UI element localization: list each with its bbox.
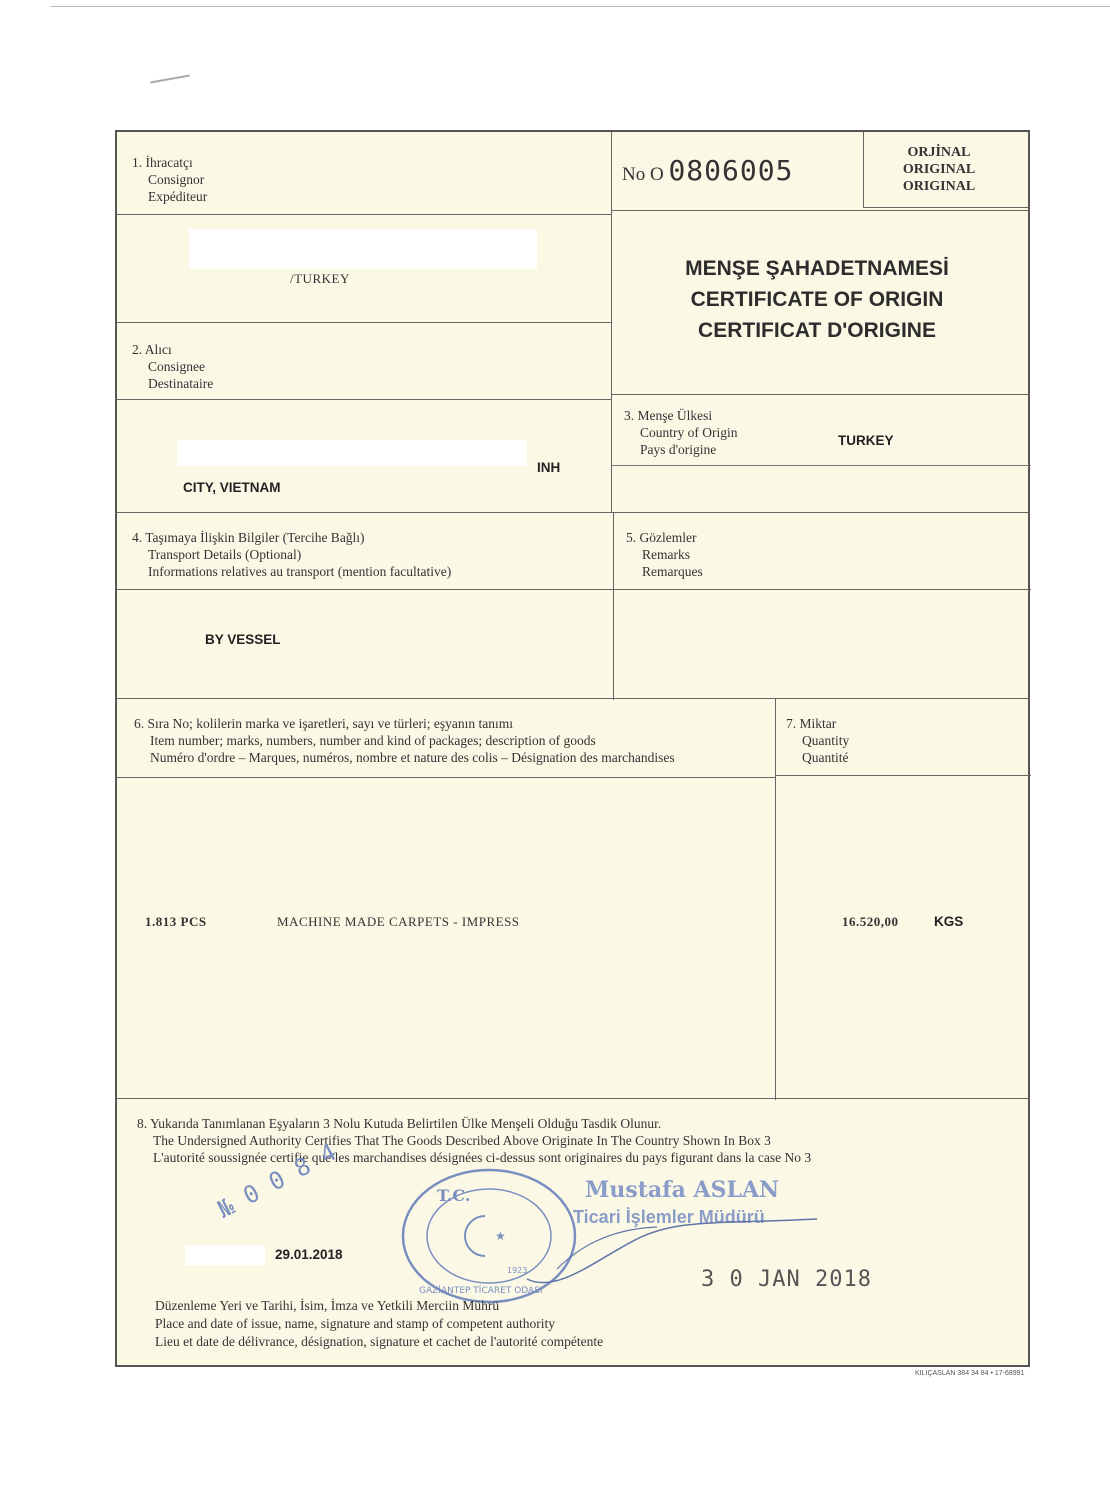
box4-label xyxy=(132,529,451,580)
box6-goods xyxy=(117,698,775,1100)
cert-text-en: The Undersigned Authority Certifies That The Goods Described Above Originate In The Country Shown In Box 3 xyxy=(153,1133,771,1148)
page-top-line xyxy=(50,6,1110,7)
footer-en: Place and date of issue, name, signature and stamp of competent authority xyxy=(155,1316,556,1331)
signatory-name: Mustafa ASLAN xyxy=(585,1177,780,1203)
original-fr: ORIGINAL xyxy=(902,179,976,194)
box3-label-tr: 3. Menşe Ülkesi xyxy=(624,408,713,423)
box6-label xyxy=(134,715,675,766)
consignor-value: /TURKEY xyxy=(290,271,350,286)
box4-transport xyxy=(117,512,613,700)
box2-label xyxy=(132,341,213,392)
original-marks xyxy=(864,144,1014,195)
original-en: ORIGINAL xyxy=(902,162,976,177)
box6-value-area xyxy=(117,777,775,1101)
serial-digits: 0806005 xyxy=(668,154,794,187)
box7-value-area xyxy=(776,775,1031,1101)
consignee-line1: CITY, VIETNAM xyxy=(183,480,281,495)
box6-label-fr: Numéro d'ordre – Marques, numéros, nombre et nature des colis – Désignation des marchandises xyxy=(150,750,675,765)
box5-remarks xyxy=(613,512,1030,700)
box5-label-fr: Remarques xyxy=(642,564,703,579)
box7-label-fr: Quantité xyxy=(802,750,849,765)
issue-date: 29.01.2018 xyxy=(275,1247,343,1262)
box2-label-fr: Destinataire xyxy=(148,376,214,391)
serial-number xyxy=(622,154,793,187)
redacted-consignee xyxy=(177,440,527,466)
quantity-value: 16.520,00 xyxy=(842,914,899,929)
serial-no-label: No O xyxy=(622,164,664,185)
cert-text-tr: 8. Yukarıda Tanımlanan Eşyaların 3 Nolu Kutuda Belirtilen Ülke Menşeli Olduğu Tasdik Olunur. xyxy=(137,1116,662,1131)
title-tr: MENŞE ŞAHADETNAMESİ xyxy=(685,257,949,280)
box3-country xyxy=(611,394,1030,512)
page-mark xyxy=(150,75,190,84)
title-en: CERTIFICATE OF ORIGIN xyxy=(690,288,944,311)
title-fr: CERTIFICAT D'ORIGINE xyxy=(698,319,936,342)
box2-label-tr: 2. Alıcı xyxy=(132,342,172,357)
footer-fr: Lieu et date de délivrance, désignation, signature et cachet de l'autorité compétente xyxy=(155,1334,604,1349)
country-of-origin-value: TURKEY xyxy=(838,433,894,448)
box5-label-tr: 5. Gözlemler xyxy=(626,530,697,545)
box1-value-area xyxy=(117,214,611,322)
box2-value-area xyxy=(117,399,611,513)
cert-text-fr: L'autorité soussignée certifie que les marchandises désignées ci-dessus sont originaires du pays figurant dans la case No 3 xyxy=(153,1150,812,1165)
original-box xyxy=(863,132,1030,208)
redacted-consignor xyxy=(189,229,537,269)
box3-divider xyxy=(612,465,1031,466)
seal-center-text: T.C. xyxy=(437,1186,471,1205)
certificate-title xyxy=(612,253,1022,346)
box1-label-en: Consignor xyxy=(148,172,205,187)
signatory-title: Ticari İşlemler Müdürü xyxy=(573,1207,765,1227)
transport-value: BY VESSEL xyxy=(205,632,281,647)
box7-label-tr: 7. Miktar xyxy=(786,716,837,731)
seal-ring-text: GAZİANTEP TİCARET ODASI xyxy=(419,1286,543,1296)
box3-label-en: Country of Origin xyxy=(640,425,738,440)
box1-label xyxy=(132,154,207,205)
box5-label-en: Remarks xyxy=(642,547,690,562)
box5-label xyxy=(626,529,703,580)
box1-label-fr: Expéditeur xyxy=(148,189,208,204)
footer-tr: Düzenleme Yeri ve Tarihi, İsim, İmza ve Yetkili Merciin Mührü xyxy=(155,1298,500,1313)
box8-cert-text xyxy=(137,1115,811,1166)
quantity-unit: KGS xyxy=(934,914,964,929)
box4-label-tr: 4. Taşımaya İlişkin Bilgiler (Tercihe Bağlı) xyxy=(132,530,365,545)
box7-label-en: Quantity xyxy=(802,733,850,748)
printer-mark: KILIÇASLAN 384 34 84 • 17-68991 xyxy=(915,1370,1025,1377)
box4-label-en: Transport Details (Optional) xyxy=(148,547,302,562)
title-box xyxy=(611,210,1030,394)
redacted-place xyxy=(185,1245,265,1265)
consignee-line1-end: INH xyxy=(537,460,561,475)
serial-box xyxy=(611,132,863,212)
box3-label xyxy=(624,407,738,458)
box2-label-en: Consignee xyxy=(148,359,205,374)
box1-consignor xyxy=(117,132,611,322)
box5-value-area xyxy=(614,589,1031,701)
box4-label-fr: Informations relatives au transport (mention facultative) xyxy=(148,564,452,579)
box3-label-fr: Pays d'origine xyxy=(640,442,717,457)
box1-label-tr: 1. İhracatçı xyxy=(132,155,193,170)
box4-value-area xyxy=(117,589,613,701)
box6-label-en: Item number; marks, numbers, number and kind of packages; description of goods xyxy=(150,733,596,748)
original-tr: ORJİNAL xyxy=(907,145,971,160)
date-stamp: 3 0 JAN 2018 xyxy=(701,1267,872,1292)
box8-certification xyxy=(117,1098,1030,1367)
seal-year: 1923 xyxy=(507,1266,528,1275)
svg-text:★: ★ xyxy=(495,1229,506,1243)
number-stamp: № 0 0 8 4 xyxy=(213,1137,341,1224)
certificate-form xyxy=(115,130,1030,1367)
box7-label xyxy=(786,715,849,766)
box2-consignee xyxy=(117,322,611,512)
item-count: 1.813 PCS xyxy=(145,914,207,929)
goods-description: MACHINE MADE CARPETS - IMPRESS xyxy=(277,914,520,929)
box8-footer xyxy=(155,1297,603,1351)
box7-quantity xyxy=(775,698,1030,1100)
box6-label-tr: 6. Sıra No; kolilerin marka ve işaretleri, sayı ve türleri; eşyanın tanımı xyxy=(134,716,514,731)
